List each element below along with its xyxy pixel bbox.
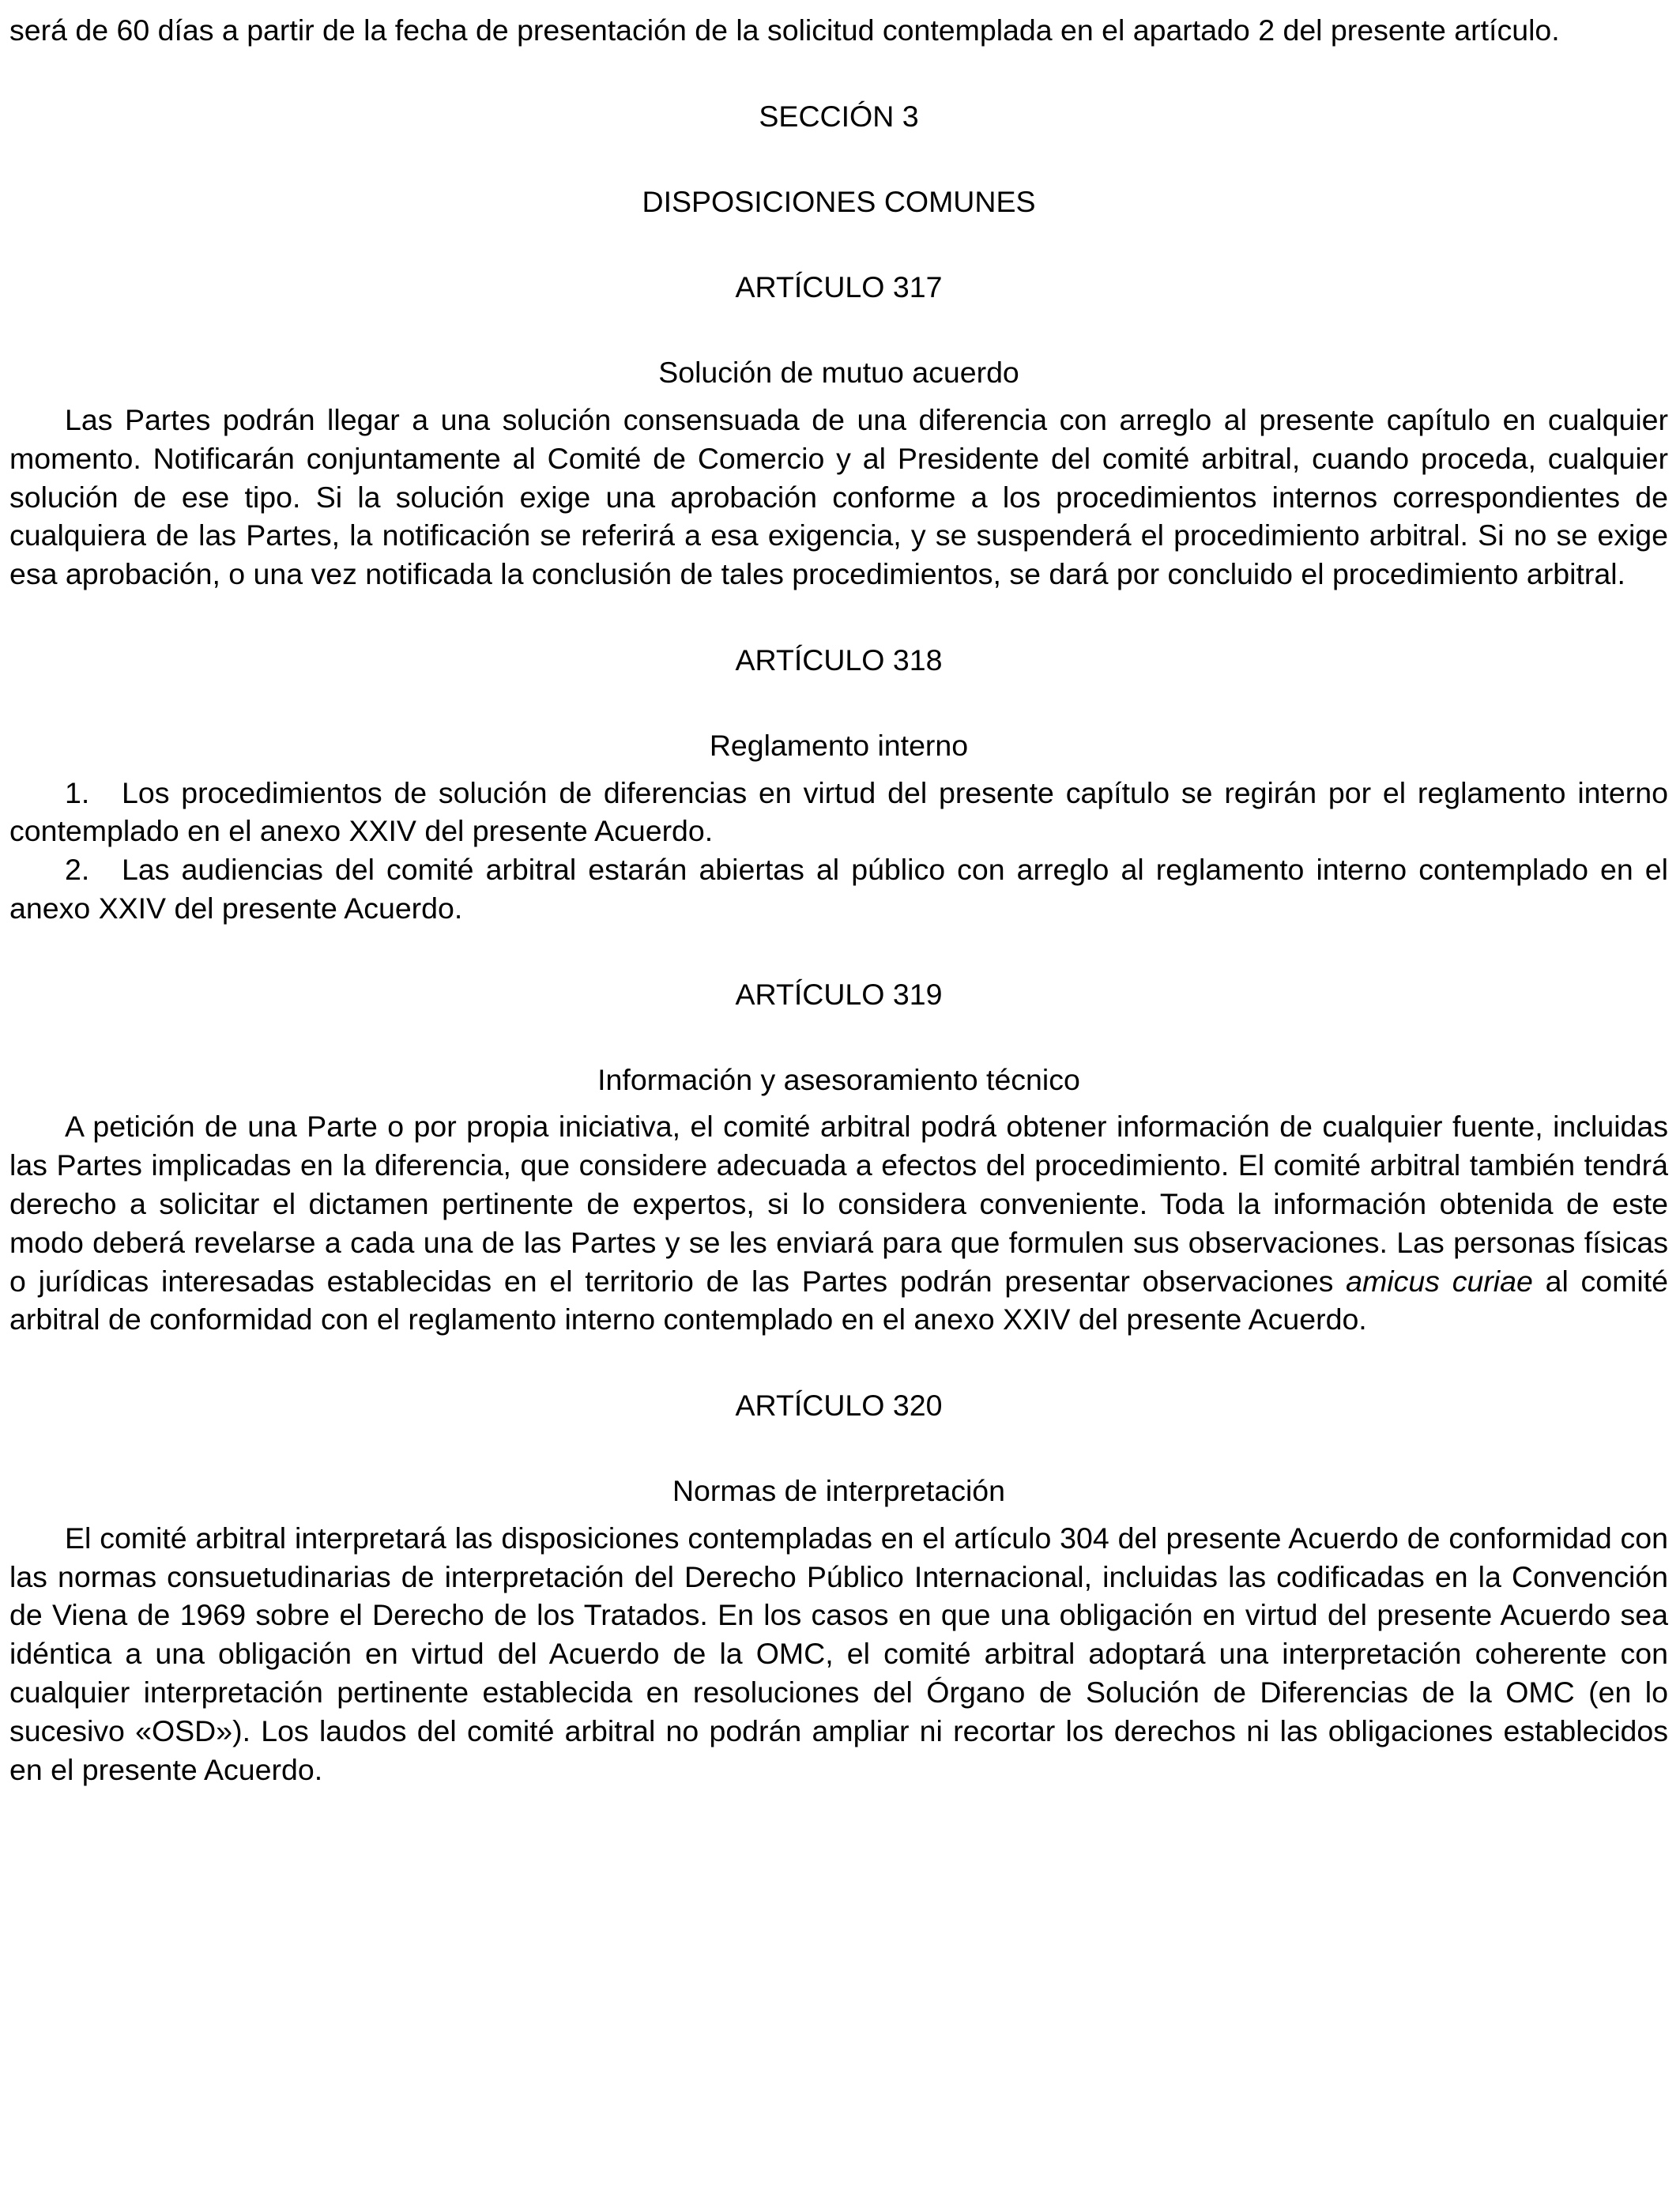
article-319-heading: Información y asesoramiento técnico bbox=[597, 1062, 1080, 1096]
article-317-heading: Solución de mutuo acuerdo bbox=[658, 356, 1019, 390]
article-317-body: Las Partes podrán llegar a una solución consensuada de una diferencia con arreglo al presente capítulo en cualquier momento. Notificarán conjuntamente al Comité de Comercio y al Presidente del comité arbitral, cuando proceda, cualquier solución de ese tipo. Si la solución exige una aprobación conforme a los procedimientos internos correspondientes de cualquiera de las Partes, la notificación se referirá a esa exigencia, y se suspenderá el procedimiento arbitral. Si no se exige esa aprobación, o una vez notificada la conclusión de tales procedimientos, se dará por concluido el procedimiento arbitral. bbox=[9, 402, 1668, 591]
intro-paragraph: será de 60 días a partir de la fecha de presentación de la solicitud contemplada en el apartado 2 del presente artículo. bbox=[9, 13, 1560, 47]
article-318-item-2 bbox=[9, 850, 1668, 928]
article-320-body: El comité arbitral interpretará las disposiciones contempladas en el artículo 304 del presente Acuerdo de conformidad con las normas consuetudinarias de interpretación del Derecho Público Internacional, incluidas las codificadas en la Convención de Viena de 1969 sobre el Derecho de los Tratados. En los casos en que una obligación en virtud del presente Acuerdo sea idéntica a una obligación en virtud del Acuerdo de la OMC, el comité arbitral adoptará una interpretación coherente con cualquier interpretación pertinente establecida en resoluciones del Órgano de Solución de Diferencias de la OMC (en lo sucesivo «OSD»). Los laudos del comité arbitral no podrán ampliar ni recortar los derechos ni las obligaciones establecidos en el presente Acuerdo. bbox=[9, 1521, 1668, 1786]
document-page bbox=[9, 11, 1668, 1789]
article-319-body-italic: amicus curiae bbox=[1346, 1264, 1533, 1298]
article-317-number: ARTÍCULO 317 bbox=[735, 270, 943, 304]
article-318-heading: Reglamento interno bbox=[709, 728, 969, 762]
section-title: DISPOSICIONES COMUNES bbox=[642, 184, 1036, 218]
article-319-body bbox=[9, 1107, 1668, 1339]
item-text: Las audiencias del comité arbitral estarán abiertas al público con arreglo al reglamento interno contemplado en el anexo XXIV del presente Acuerdo. bbox=[9, 853, 1668, 925]
article-320-heading: Normas de interpretación bbox=[672, 1473, 1006, 1507]
article-318-item-1 bbox=[9, 774, 1668, 851]
item-number: 2. bbox=[65, 853, 90, 887]
item-text: Los procedimientos de solución de diferencias en virtud del presente capítulo se regirán por el reglamento interno contemplado en el anexo XXIV del presente Acuerdo. bbox=[9, 775, 1668, 848]
article-319-body-start: A petición de una Parte o por propia iniciativa, el comité arbitral podrá obtener información de cualquier fuente, incluidas las Partes implicadas en la diferencia, que considere adecuada a efectos del procedimiento. El comité arbitral también tendrá derecho a solicitar el dictamen pertinente de expertos, si lo considera conveniente. Toda la información obtenida de este modo deberá revelarse a cada una de las Partes y se les enviará para que formulen sus observaciones. Las personas físicas o jurídicas interesadas establecidas en el territorio de las Partes podrán presentar observaciones bbox=[9, 1110, 1668, 1298]
section-label: SECCIÓN 3 bbox=[759, 99, 919, 133]
article-319-body-end: al comité arbitral de conformidad con el reglamento interno contemplado en el anexo XXIV del presente Acuerdo. bbox=[9, 1264, 1668, 1336]
item-number: 1. bbox=[65, 775, 90, 809]
article-318-number: ARTÍCULO 318 bbox=[735, 643, 943, 677]
article-319-number: ARTÍCULO 319 bbox=[735, 977, 943, 1011]
article-320-number: ARTÍCULO 320 bbox=[735, 1389, 943, 1423]
